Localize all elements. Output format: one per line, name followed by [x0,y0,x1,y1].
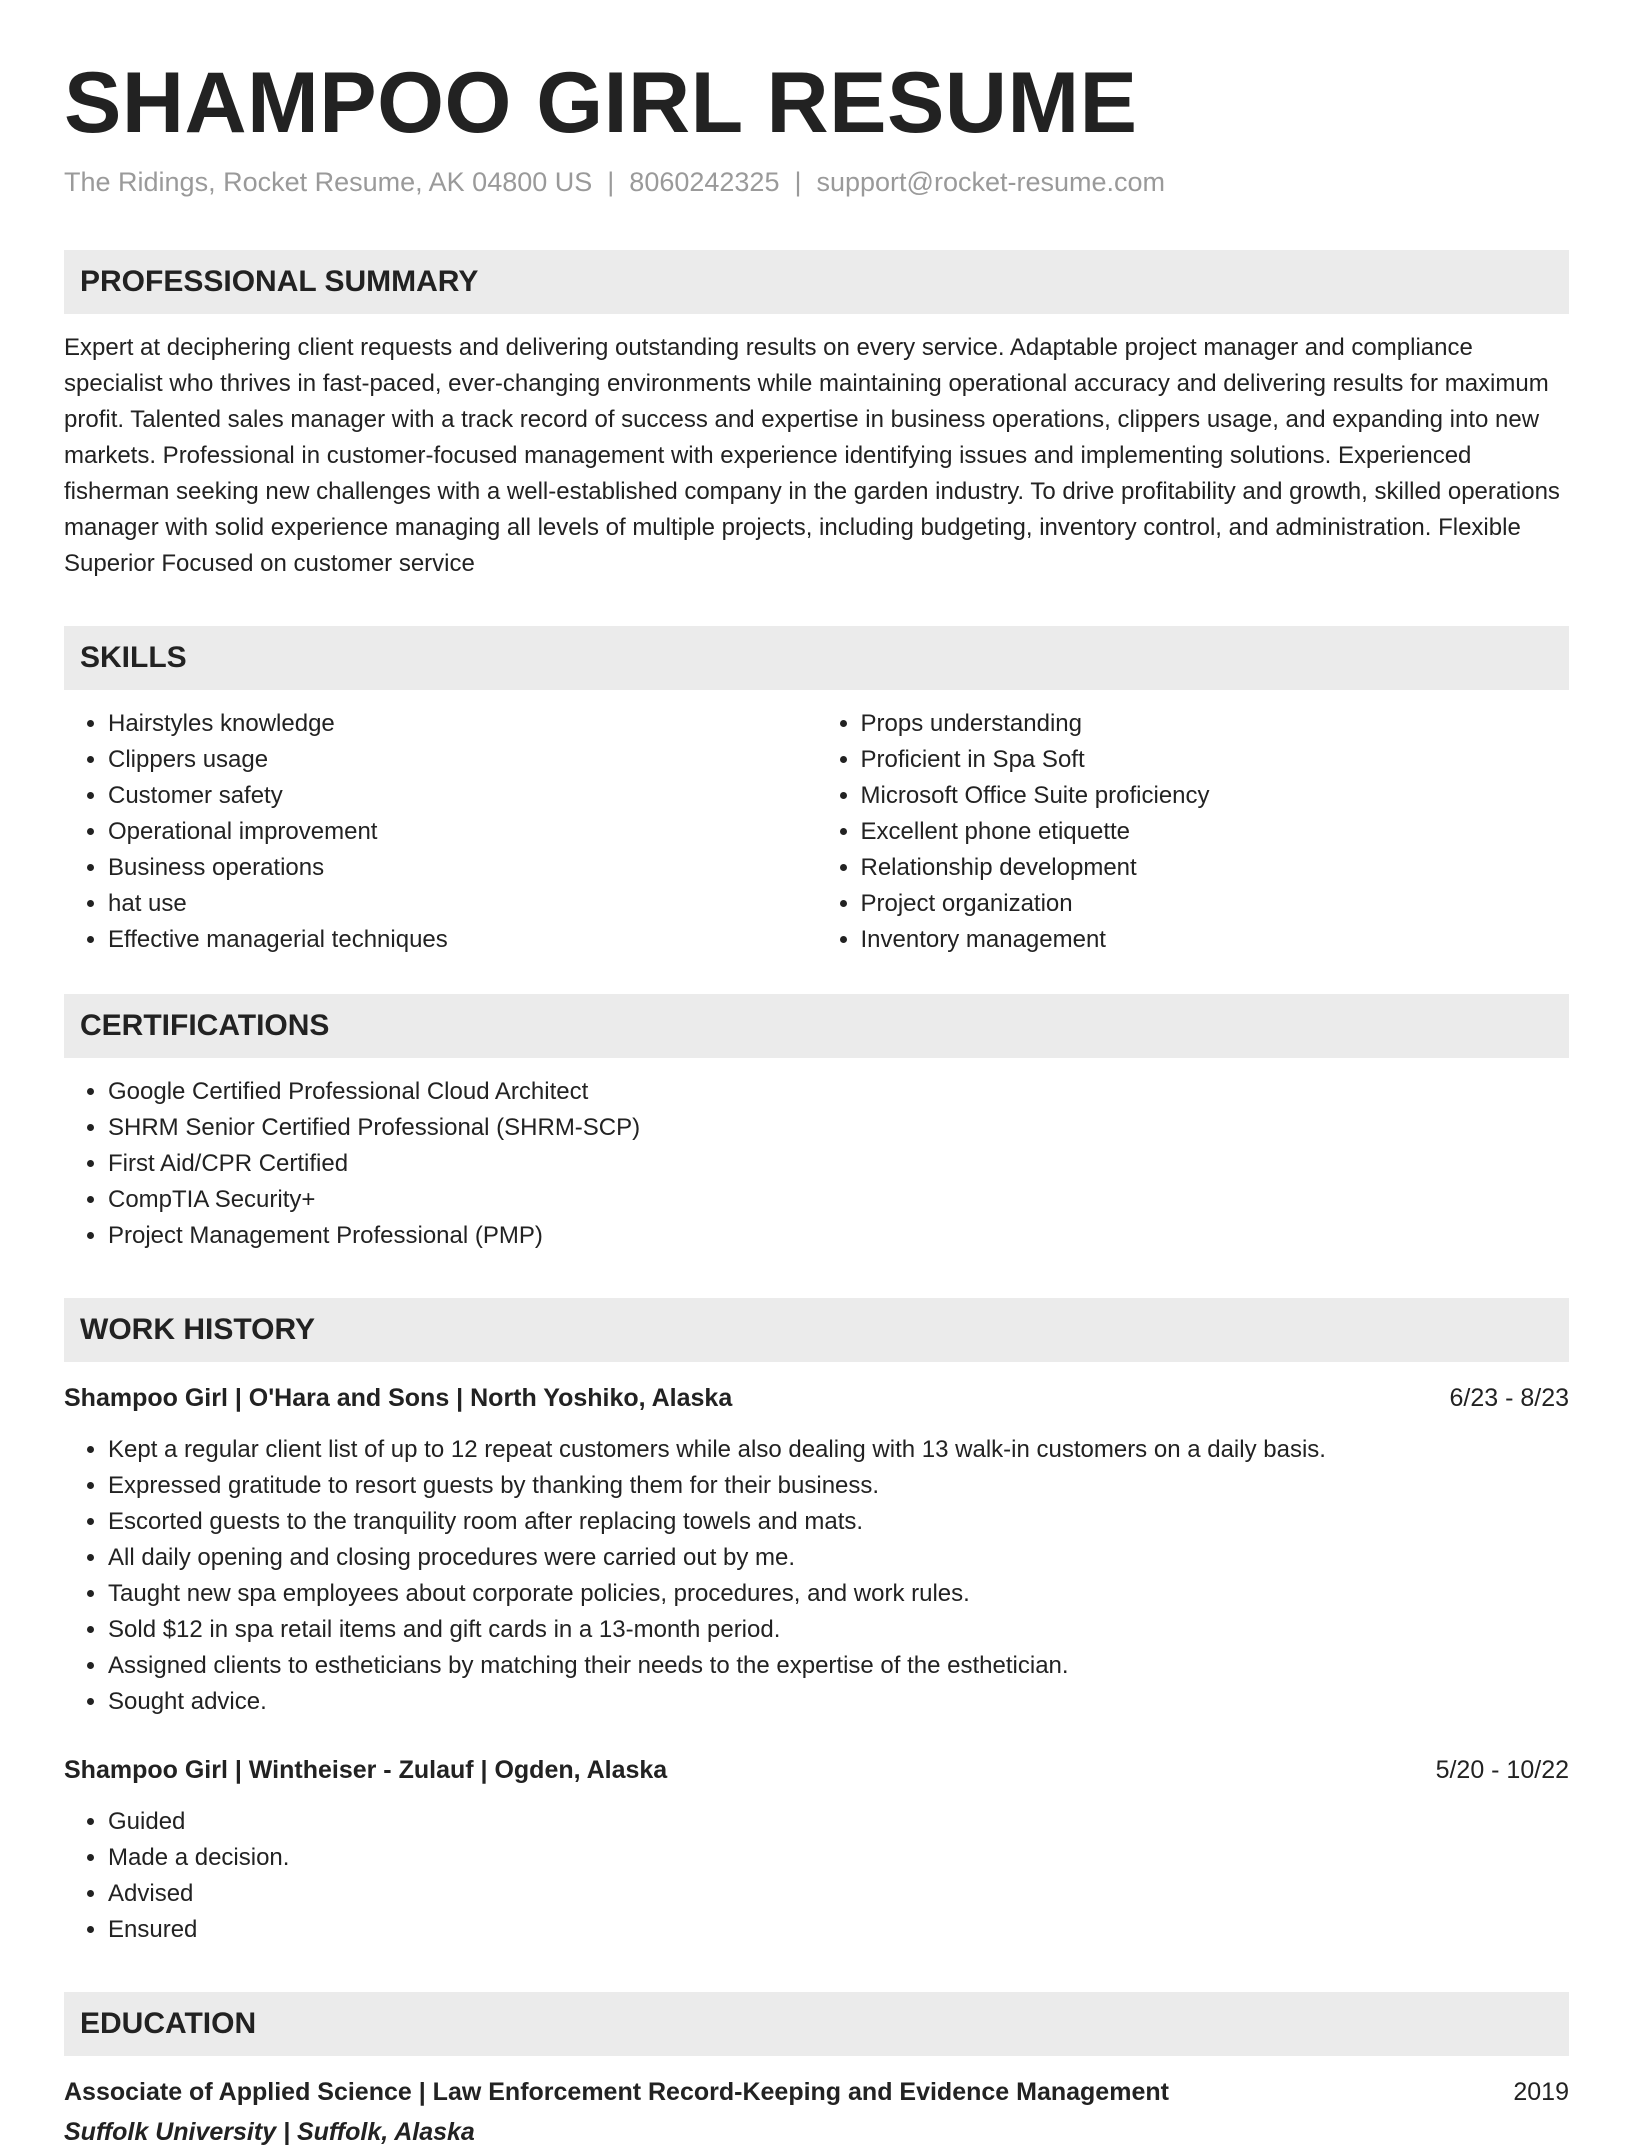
skill-item: • Operational improvement [108,814,817,850]
job-bullets [64,1432,1569,1720]
skill-item: • Project organization [861,886,1570,922]
job-dates: 6/23 - 8/23 [1449,1383,1569,1412]
job-bullet: • Made a decision. [108,1840,1569,1876]
job-title: Shampoo Girl | Wintheiser - Zulauf | Ogden, Alaska [64,1755,668,1784]
skills-list [64,706,1569,958]
job-bullet: • Advised [108,1876,1569,1912]
education-year: 2019 [1513,2077,1569,2106]
job-header [64,1752,1569,1788]
job-bullet: • Sought advice. [108,1684,1569,1720]
skill-item: • Proficient in Spa Soft [861,742,1570,778]
skills-column-left [64,706,817,958]
skill-item: • hat use [108,886,817,922]
job-bullet: • Kept a regular client list of up to 12 repeat customers while also dealing with 13 walk-in customers on a daily basis. [108,1432,1569,1468]
skill-item: • Hairstyles knowledge [108,706,817,742]
education-school: Suffolk University | Suffolk, Alaska [64,2117,475,2146]
skill-item: • Clippers usage [108,742,817,778]
skills-column-right [817,706,1570,958]
contact-email: support@rocket-resume.com [816,166,1166,197]
certification-item: • CompTIA Security+ [108,1182,1569,1218]
section-heading-skills: SKILLS [64,626,1569,690]
section-heading-education: EDUCATION [64,1992,1569,2056]
job-bullet: • Sold $12 in spa retail items and gift cards in a 13-month period. [108,1612,1569,1648]
job-header [64,1380,1569,1416]
job-bullet: • Assigned clients to estheticians by matching their needs to the expertise of the esthetician. [108,1648,1569,1684]
skill-item: • Excellent phone etiquette [861,814,1570,850]
contact-separator: | [794,166,802,197]
job-bullet: • Ensured [108,1912,1569,1948]
job-dates: 5/20 - 10/22 [1435,1755,1569,1784]
certification-item: • Google Certified Professional Cloud Architect [108,1074,1569,1110]
job-bullet: • Escorted guests to the tranquility room after replacing towels and mats. [108,1504,1569,1540]
job-bullet: • Taught new spa employees about corporate policies, procedures, and work rules. [108,1576,1569,1612]
skill-item: • Effective managerial techniques [108,922,817,958]
resume-name: SHAMPOO GIRL RESUME [64,55,1138,151]
job-title: Shampoo Girl | O'Hara and Sons | North Yoshiko, Alaska [64,1383,733,1412]
education-header [64,2074,1569,2110]
certification-item: • Project Management Professional (PMP) [108,1218,1569,1254]
section-heading-work-history: WORK HISTORY [64,1298,1569,1362]
skill-item: • Business operations [108,850,817,886]
section-heading-summary: PROFESSIONAL SUMMARY [64,250,1569,314]
contact-address: The Ridings, Rocket Resume, AK 04800 US [64,166,593,197]
certifications-list [64,1074,1569,1254]
skill-item: • Inventory management [861,922,1570,958]
job-bullet: • All daily opening and closing procedures were carried out by me. [108,1540,1569,1576]
skill-item: • Props understanding [861,706,1570,742]
contact-phone: 8060242325 [629,166,780,197]
skill-item: • Customer safety [108,778,817,814]
section-heading-certifications: CERTIFICATIONS [64,994,1569,1058]
summary-text: Expert at deciphering client requests and delivering outstanding results on every service. Adaptable project manager and compliance specialist who thrives in fast-paced, ever-changing environments while maintaining operational accuracy and delivering results for maximum profit. Talented sales manager with a track record of success and expertise in business operations, clippers usage, and expanding into new markets. Professional in customer-focused management with experience identifying issues and implementing solutions. Experienced fisherman seeking new challenges with a well-established company in the garden industry. To drive profitability and growth, skilled operations manager with solid experience managing all levels of multiple projects, including budgeting, inventory control, and administration. Flexible Superior Focused on customer service [64,333,1560,577]
skill-item: • Relationship development [861,850,1570,886]
contact-line [64,165,1569,200]
skill-item: • Microsoft Office Suite proficiency [861,778,1570,814]
job-bullet: • Expressed gratitude to resort guests by thanking them for their business. [108,1468,1569,1504]
job-bullet: • Guided [108,1804,1569,1840]
certification-item: • First Aid/CPR Certified [108,1146,1569,1182]
certification-item: • SHRM Senior Certified Professional (SHRM-SCP) [108,1110,1569,1146]
contact-separator: | [607,166,615,197]
education-degree: Associate of Applied Science | Law Enforcement Record-Keeping and Evidence Management [64,2077,1169,2106]
job-bullets [64,1804,1569,1948]
